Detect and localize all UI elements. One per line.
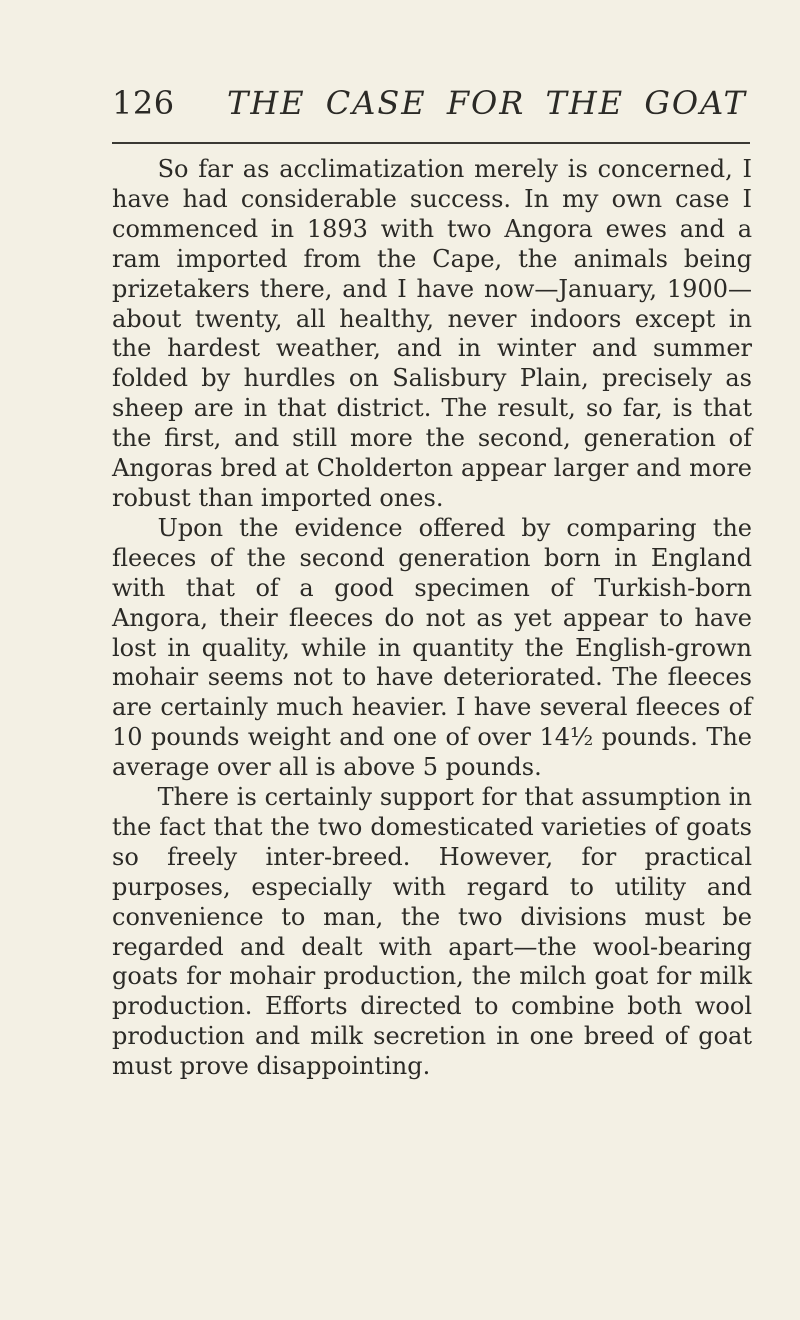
page-number: 126: [112, 84, 175, 122]
body-text: [112, 155, 752, 1082]
paragraph-fleeces: Upon the evidence offered by comparing the fleeces of the second generation born in England with that of a good specimen of Turkish-born Angora, their fleeces do not as yet appear to have lost in quality, while in quantity the English-grown mohair seems not to have deteriorated. The fleeces are certainly much heavier. I have several fleeces of 10 pounds weight and one of over 14½ pounds. The average over all is above 5 pounds.: [112, 513, 752, 782]
header-rule: [112, 142, 750, 144]
page-header: [112, 84, 750, 130]
paragraph-acclimatization: So far as acclimatization merely is concerned, I have had considerable success. In my own case I commenced in 1893 with two Angora ewes and a ram imported from the Cape, the animals being prizetakers there, and I have now—January, 1900—about twenty, all healthy, never indoors except in the hardest weather, and in winter and summer folded by hurdles on Salisbury Plain, precisely as sheep are in that district. The result, so far, is that the first, and still more the second, generation of Angoras bred at Cholderton appear larger and more robust than imported ones.: [112, 155, 752, 512]
paragraph-inter-breeding: There is certainly support for that assumption in the fact that the two domesticated varieties of goats so freely inter-breed. However, for practical purposes, especially with regard to utility and convenience to man, the two divisions must be regarded and dealt with apart—the wool-bearing goats for mohair production, the milch goat for milk production. Efforts directed to combine both wool production and milk secretion in one breed of goat must prove disappointing.: [112, 783, 752, 1081]
running-title: THE CASE FOR THE GOAT: [227, 84, 747, 122]
